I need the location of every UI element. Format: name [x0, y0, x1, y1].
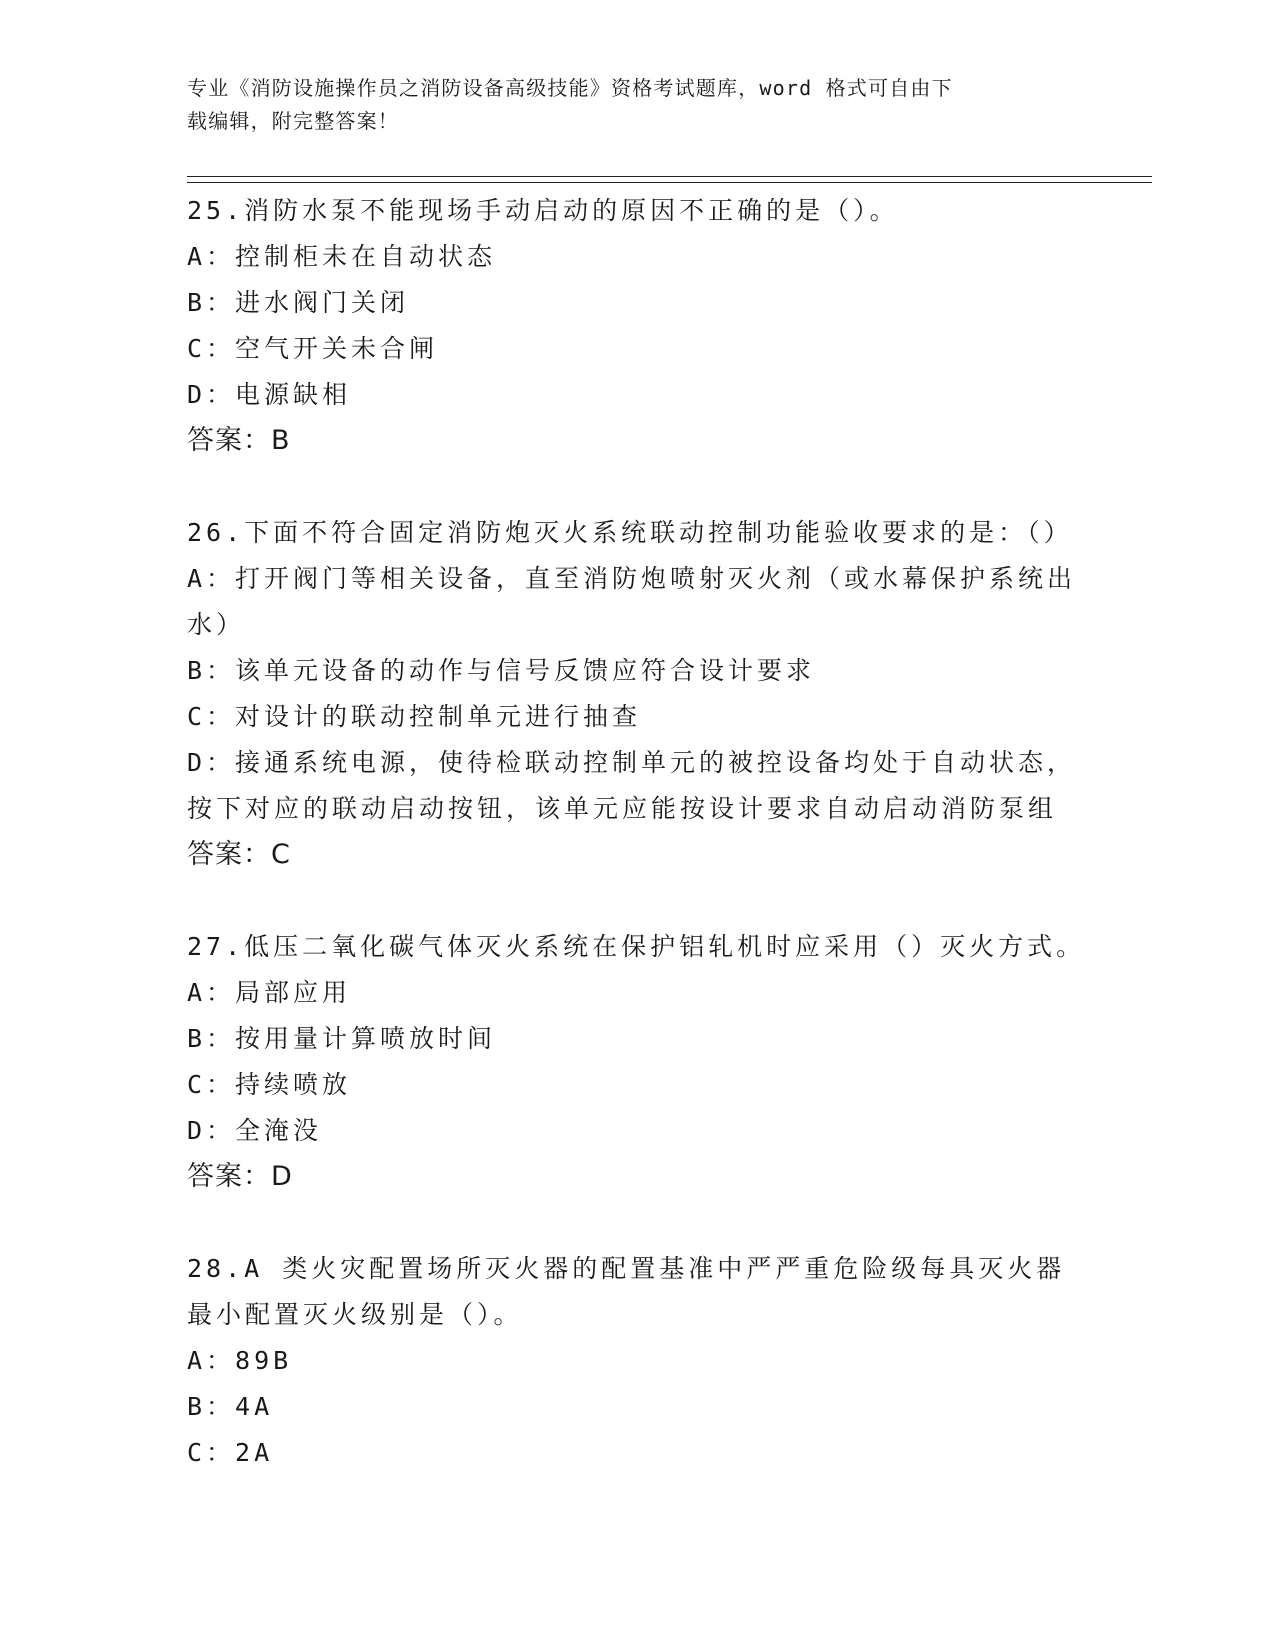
question-list: [187, 188, 1087, 1522]
header-divider-bottom: [187, 182, 1152, 183]
header-divider-top: [187, 176, 1152, 177]
header-line-1: 专业《消防设施操作员之消防设备高级技能》资格考试题库，word 格式可自由下: [187, 76, 953, 100]
option-a: A：局部应用: [187, 978, 352, 1007]
option-a: A：打开阀门等相关设备，直至消防炮喷射灭火剂（或水幕保护系统出水）: [187, 564, 1077, 639]
option-c: C：2A: [187, 1438, 274, 1467]
question-25: [187, 188, 1087, 464]
option-d: D：接通系统电源，使待检联动控制单元的被控设备均处于自动状态，按下对应的联动启动按钮，该单元应能按设计要求自动启动消防泵组: [187, 748, 1077, 823]
option-a: A：控制柜未在自动状态: [187, 242, 497, 271]
answer: 答案：D: [187, 1161, 293, 1192]
answer: 答案：B: [187, 425, 291, 456]
option-d: D：电源缺相: [187, 380, 352, 409]
option-c: C：持续喷放: [187, 1070, 352, 1099]
option-b: B：4A: [187, 1392, 274, 1421]
question-27: [187, 924, 1087, 1200]
question-stem: 28.A 类火灾配置场所灭火器的配置基准中严严重危险级每具灭火器最小配置灭火级别是（）。: [187, 1254, 1066, 1329]
question-28: [187, 1246, 1087, 1476]
option-c: C：对设计的联动控制单元进行抽查: [187, 702, 642, 731]
header-line-2: 载编辑，附完整答案！: [187, 109, 399, 133]
option-d: D：全淹没: [187, 1116, 323, 1145]
question-26: [187, 510, 1087, 878]
option-b: B：该单元设备的动作与信号反馈应符合设计要求: [187, 656, 816, 685]
answer: 答案：C: [187, 839, 291, 870]
question-stem: 27.低压二氧化碳气体灭火系统在保护铝轧机时应采用（）灭火方式。: [187, 932, 1086, 961]
option-a: A：89B: [187, 1346, 293, 1375]
option-b: B：进水阀门关闭: [187, 288, 410, 317]
question-stem: 26.下面不符合固定消防炮灭火系统联动控制功能验收要求的是：（）: [187, 518, 1073, 547]
question-stem: 25.消防水泵不能现场手动启动的原因不正确的是（）。: [187, 196, 899, 225]
document-header: [187, 72, 1067, 138]
option-b: B：按用量计算喷放时间: [187, 1024, 497, 1053]
option-c: C：空气开关未合闸: [187, 334, 439, 363]
